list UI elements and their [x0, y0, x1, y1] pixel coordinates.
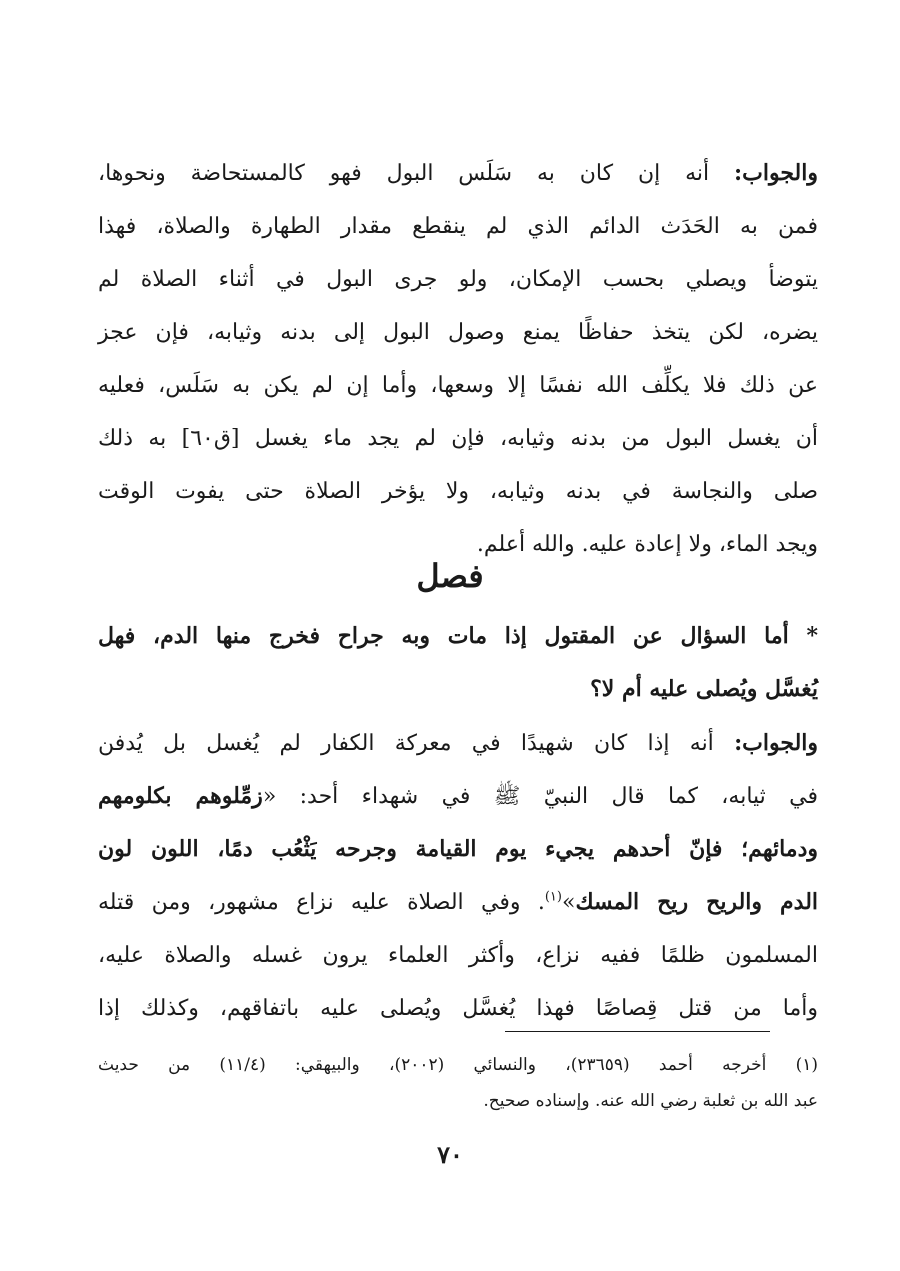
- footnote-separator: [505, 1031, 770, 1032]
- text-fragment: أنه إن كان به سَلَس البول فهو كالمستحاضة ونحوها،: [98, 161, 710, 186]
- question-paragraph: [98, 610, 818, 716]
- text-line: [98, 717, 818, 770]
- hadith-quote: الدم والريح ريح المسك: [575, 889, 819, 915]
- text-line: [98, 876, 818, 929]
- text-line: يضره، لكن يتخذ حفاظًا يمنع وصول البول إلى بدنه وثيابه، فإن عجز: [98, 320, 818, 345]
- answer-paragraph-2: [98, 717, 818, 1035]
- hadith-quote: زمِّلوهم بكلومهم: [98, 783, 263, 809]
- answer-paragraph-1: [98, 147, 818, 571]
- text-fragment: في ثيابه، كما قال النبيّ ﷺ في شهداء أحد: «: [262, 784, 818, 809]
- footnote-line: عبد الله بن ثعلبة رضي الله عنه. وإسناده صحيح.: [483, 1091, 818, 1111]
- text-line: فمن به الحَدَث الدائم الذي لم ينقطع مقدار الطهارة والصلاة، فهذا: [98, 214, 818, 239]
- answer-label: والجواب:: [734, 160, 818, 186]
- text-line: المسلمون ظلمًا ففيه نزاع، وأكثر العلماء يرون غسله والصلاة عليه،: [98, 943, 818, 968]
- text-line: صلى والنجاسة في بدنه وثيابه، ولا يؤخر الصلاة حتى يفوت الوقت: [98, 479, 819, 504]
- text-line: يتوضأ ويصلي بحسب الإمكان، ولو جرى البول في أثناء الصلاة لم: [98, 267, 818, 292]
- section-heading: فصل: [416, 557, 484, 595]
- question-line: * أما السؤال عن المقتول إذا مات وبه جراح فخرج منها الدم، فهل: [98, 623, 818, 649]
- text-fragment: . وفي الصلاة عليه نزاع مشهور، ومن قتله: [98, 890, 545, 915]
- footnote: [98, 1047, 818, 1119]
- question-line: يُغسَّل ويُصلى عليه أم لا؟: [590, 676, 818, 702]
- text-line: [98, 147, 818, 200]
- hadith-quote-line: ودمائهم؛ فإنّ أحدهم يجيء يوم القيامة وجرحه يَثْعُب دمًا، اللون لون: [98, 836, 818, 862]
- text-fragment: أنه إذا كان شهيدًا في معركة الكفار لم يُغسل بل يُدفن: [98, 731, 714, 756]
- quote-close: »: [561, 890, 576, 915]
- text-line: وأما من قتل قِصاصًا فهذا يُغسَّل ويُصلى عليه باتفاقهم، وكذلك إذا: [98, 996, 818, 1021]
- footnote-line: (١) أخرجه أحمد (٢٣٦٥٩)، والنسائي (٢٠٠٢)، والبيهقي: (١١/٤) من حديث: [98, 1055, 819, 1075]
- footnote-ref: (١): [544, 889, 562, 905]
- answer-label: والجواب:: [734, 730, 819, 756]
- text-line: عن ذلك فلا يكلِّف الله نفسًا إلا وسعها، وأما إن لم يكن به سَلَس، فعليه: [98, 373, 818, 398]
- text-line: ويجد الماء، ولا إعادة عليه. والله أعلم.: [476, 532, 818, 557]
- text-line: أن يغسل البول من بدنه وثيابه، فإن لم يجد ماء يغسل [ق٦٠] به ذلك: [98, 426, 818, 451]
- page-number: ٧٠: [437, 1140, 463, 1169]
- text-line: [98, 770, 818, 823]
